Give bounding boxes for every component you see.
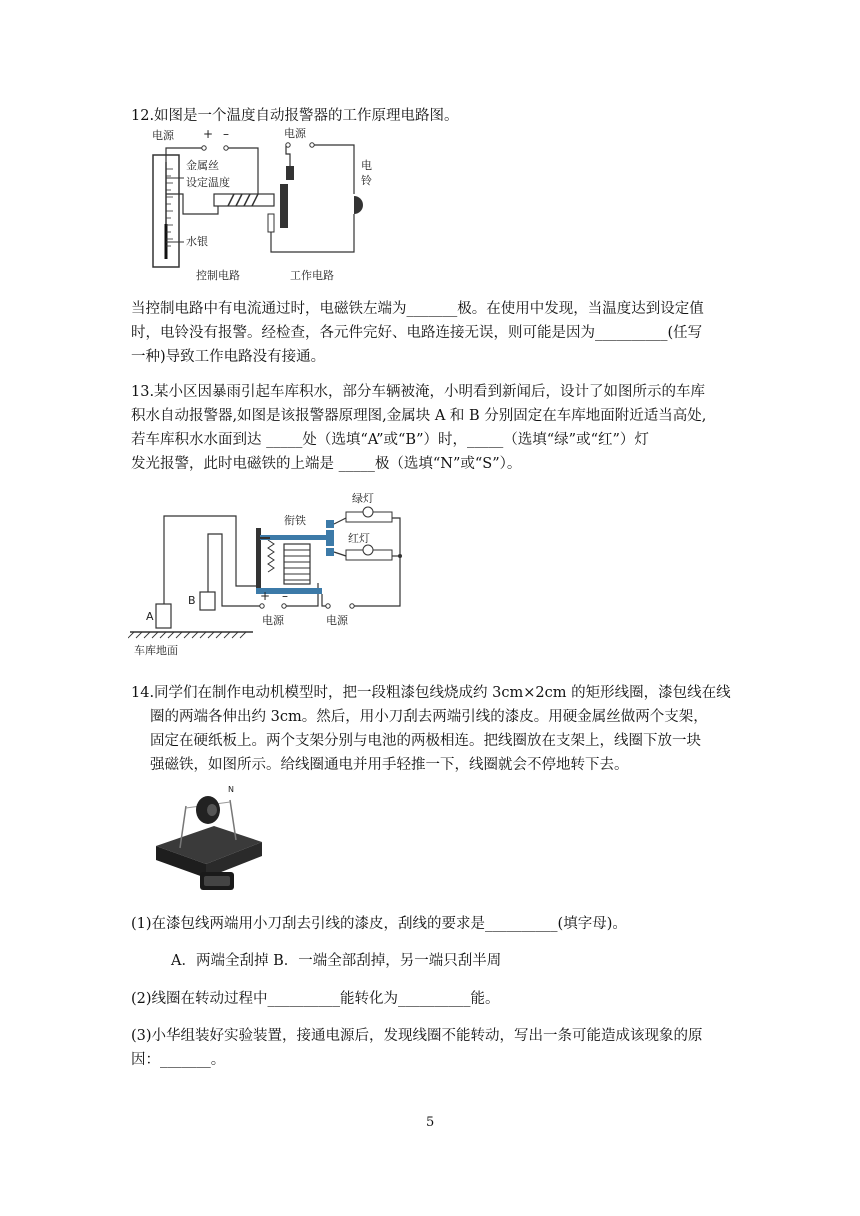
q14-sub3-line-2: 因：_______。	[131, 1052, 226, 1068]
q14-options: A．两端全刮掉 B．一端全部刮掉，另一端只刮半周	[171, 953, 502, 969]
svg-text:+: +	[203, 127, 214, 141]
q12-line-1: 当控制电路中有电流通过时，电磁铁左端为_______极。在使用中发现，当温度达到设定值	[131, 301, 704, 317]
q14-line-2: 圈的两端各伸出约 3cm。然后，用小刀刮去两端引线的漆皮。用硬金属丝做两个支架，	[150, 709, 708, 725]
metal-block-b	[200, 592, 215, 610]
q13-line-3: 若车库积水水面到达 _____处（选填“A”或“B”）时，_____（选填“绿”或“红”）灯	[131, 432, 649, 448]
q14-line-1: 14.同学们在制作电动机模型时，把一段粗漆包线烧成约 3cm×2cm 的矩形线圈，漆包线在线	[131, 685, 731, 701]
label-power-right: 电源	[284, 127, 306, 140]
q12-line-3: 一种)导致工作电路没有接通。	[131, 349, 326, 365]
q14-line-3: 固定在硬纸板上。两个支架分别与电池的两极相连。把线圈放在支架上，线圈下放一块	[150, 733, 701, 749]
svg-text:衔铁: 衔铁	[284, 514, 306, 527]
q13-line-1: 13.某小区因暴雨引起车库积水，部分车辆被淹，小明看到新闻后，设计了如图所示的车库	[131, 384, 706, 400]
label-power-left: 电源	[152, 129, 174, 142]
svg-text:电源: 电源	[326, 614, 348, 627]
label-bell-1: 电	[361, 159, 372, 172]
svg-text:车库地面: 车库地面	[134, 644, 178, 657]
q12-title: 12.如图是一个温度自动报警器的工作原理电路图。	[131, 108, 459, 124]
svg-text:绿灯: 绿灯	[352, 492, 374, 505]
label-mercury: 水银	[186, 235, 208, 248]
q13-alarm-figure	[128, 488, 418, 658]
label-work-circuit: 工作电路	[290, 269, 334, 282]
svg-text:–: –	[282, 589, 288, 603]
svg-text:B: B	[188, 594, 196, 607]
q14-sub1: (1)在漆包线两端用小刀刮去引线的漆皮，刮线的要求是__________(填字母)。	[131, 916, 627, 932]
q12-circuit-figure	[148, 124, 398, 284]
q14-line-4: 强磁铁，如图所示。给线圈通电并用手轻推一下，线圈就会不停地转下去。	[150, 757, 629, 773]
armature	[260, 535, 330, 540]
metal-block-a	[156, 604, 171, 628]
electromagnet-core	[214, 194, 274, 206]
q12-line-2: 时，电铃没有报警。经检查，各元件完好、电路连接无误，则可能是因为__________(任写	[131, 325, 703, 341]
q13-line-2: 积水自动报警器,如图是该报警器原理图,金属块 A 和 B 分别固定在车库地面附近适当高处,	[131, 408, 707, 424]
label-set-temp: 设定温度	[186, 176, 230, 189]
q14-sub3-line-1: (3)小华组装好实验装置，接通电源后，发现线圈不能转动，写出一条可能造成该现象的原	[131, 1028, 703, 1044]
q14-sub2: (2)线圈在转动过程中__________能转化为__________能。	[131, 991, 500, 1007]
q13-line-4: 发光报警，此时电磁铁的上端是 _____极（选填“N”或“S”）。	[131, 456, 522, 472]
svg-text:红灯: 红灯	[348, 532, 370, 545]
label-bell-2: 铃	[361, 174, 372, 187]
q14-motor-photo	[150, 780, 270, 900]
bell-icon	[354, 196, 363, 214]
label-control-circuit: 控制电路	[196, 269, 240, 282]
svg-text:+: +	[260, 589, 271, 603]
label-wire: 金属丝	[186, 159, 219, 172]
svg-text:电源: 电源	[262, 614, 284, 627]
svg-text:A: A	[146, 610, 154, 623]
page-number: 5	[426, 1115, 435, 1130]
svg-text:–: –	[223, 127, 229, 141]
svg-text:N: N	[228, 785, 234, 794]
